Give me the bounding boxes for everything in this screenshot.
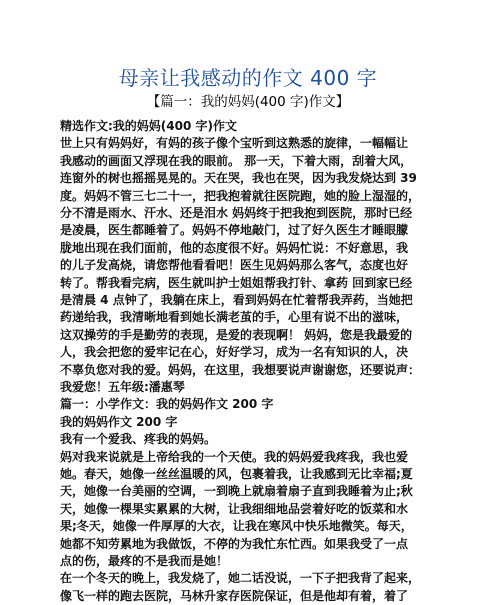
text-line: 妈对我来说就是上帝给我的一个天使。我的妈妈爱我疼我，我也爱 — [60, 449, 409, 464]
text-line: 精选作文:我的妈妈(400 字)作文 — [60, 119, 237, 133]
text-line: 这双操劳的手是勤劳的表现，是爱的表现啊！ 妈妈，您是我最爱的 — [60, 327, 413, 342]
text-line: 她。春天，她像一丝丝温暖的风，包裹着我，让我感到无比幸福;夏 — [60, 467, 413, 481]
text-line: 药递给我，我清晰地看到她长满老茧的手，心里有说不出的滋味， — [60, 310, 409, 325]
text-line: 是凌晨，医生都睡着了。妈妈不停地敲门，过了好久医生才睡眼朦 — [60, 223, 409, 238]
text-line: 胧地出现在我们面前，他的态度很不好。妈妈忙说：不好意思，我 — [60, 240, 409, 255]
text-line: 果;冬天，她像一件厚厚的大衣，让我在寒风中快乐地微笑。每天， — [60, 519, 413, 534]
text-line: 篇一：小学作文：我的妈妈作文 200 字 — [60, 397, 274, 412]
text-line: 我的妈妈作文 200 字 — [60, 414, 178, 429]
text-line: 分不清是雨水、汗水、还是泪水 妈妈终于把我抱到医院，那时已经 — [60, 206, 413, 220]
text-line: 在一个冬天的晚上，我发烧了，她二话没说，一下子把我背了起来， — [60, 571, 421, 586]
text-line: 不辜负您对我的爱。妈妈，在这里，我想要说声谢谢您，还要说声： — [60, 362, 421, 377]
page-title: 母亲让我感动的作文 400 字 — [118, 66, 378, 90]
section-heading: 【篇一：我的妈妈(400 字)作文】 — [146, 94, 350, 110]
text-line: 天，她像一棵果实累累的大树，让我细细地品尝着好吃的饭菜和水 — [60, 501, 409, 516]
text-line: 我感动的画面又浮现在我的眼前。 那一天，下着大雨，刮着大风， — [60, 153, 413, 168]
text-line: 点的伤，最疼的不是我而是她！ — [60, 554, 229, 568]
text-line: 她都不知劳累地为我做饭，不停的为我忙东忙西。如果我受了一点 — [60, 536, 409, 551]
text-line: 连窗外的树也摇摇晃晃的。天在哭，我也在哭，因为我发烧达到 39 — [60, 171, 417, 186]
text-line: 是清晨 4 点钟了，我躺在床上，看到妈妈在忙着帮我弄药，当她把 — [60, 293, 413, 307]
text-line: 世上只有妈妈好，有妈的孩子像个宝听到这熟悉的旋律，一幅幅让 — [60, 136, 409, 151]
text-line: 我有一个爱我、疼我的妈妈。 — [60, 432, 217, 447]
text-line: 天，她像一台美丽的空调，一到晚上就扇着扇子直到我睡着为止;秋 — [60, 484, 413, 499]
text-line: 像飞一样的跑去医院，马林升家存医院保证，但是他却有着，着了 — [60, 588, 409, 603]
text-line: 的儿子发高烧，请您帮他看看吧！医生见妈妈那么客气，态度也好 — [60, 258, 409, 273]
text-line: 我爱您！五年级:潘惠琴 — [60, 380, 185, 394]
text-line: 转了。帮我看完病，医生就叫护士姐姐帮我打针、拿药 回到家已经 — [60, 275, 413, 290]
text-line: 度。妈妈不管三七二十一，把我抱着就往医院跑，她的脸上湿湿的， — [60, 188, 421, 203]
text-line: 人，我会把您的爱牢记在心，好好学习，成为一名有知识的人，决 — [60, 345, 409, 360]
